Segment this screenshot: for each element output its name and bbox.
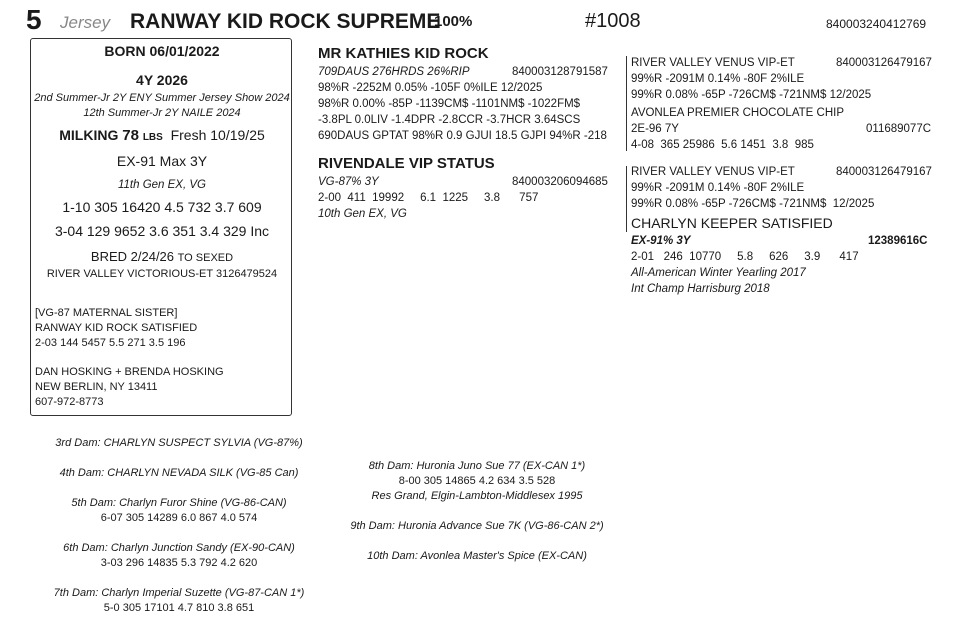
sire-sire-registration: 840003126479167	[836, 57, 932, 69]
dam-7th: 7th Dam: Charlyn Imperial Suzette (VG-87-CAN 1*)	[53, 587, 305, 599]
owner-name: DAN HOSKING + BRENDA HOSKING	[35, 366, 224, 378]
show-result-1: 2nd Summer-Jr 2Y ENY Summer Jersey Show 2024	[34, 92, 290, 104]
dam-3rd: 3rd Dam: CHARLYN SUSPECT SYLVIA (VG-87%)	[55, 437, 303, 449]
sire-connector	[626, 56, 627, 151]
dam-sire-line-1: 99%R -2091M 0.14% -80F 2%ILE	[631, 182, 805, 194]
sire-dam-record: 4-08 365 25986 5.6 1451 3.8 985	[631, 139, 814, 151]
sire-line-4: -3.8PL 0.0LIV -1.4DPR -2.8CCR -3.7HCR 3.64SCS	[318, 114, 581, 126]
dam-dam-name: CHARLYN KEEPER SATISFIED	[631, 215, 833, 231]
dam-dam-award-1: All-American Winter Yearling 2017	[631, 267, 806, 279]
dam-connector	[626, 166, 627, 232]
registration-number: 840003240412769	[826, 17, 927, 31]
dam-8th: 8th Dam: Huronia Juno Sue 77 (EX-CAN 1*)	[368, 460, 586, 472]
milking-unit: LBS	[142, 132, 163, 143]
dam-name: RIVENDALE VIP STATUS	[318, 155, 495, 172]
dam-generation: 10th Gen EX, VG	[318, 208, 407, 220]
milking-line	[31, 127, 293, 146]
bred-line	[31, 249, 293, 266]
born-date: BORN 06/01/2022	[104, 43, 220, 59]
dam-sire-name: RIVER VALLEY VENUS VIP-ET	[631, 166, 795, 178]
sire-registration: 840003128791587	[512, 66, 608, 78]
dam-5th-record: 6-07 305 14289 6.0 867 4.0 574	[100, 512, 258, 524]
dam-classification: VG-87% 3Y	[318, 176, 379, 188]
milking-label: MILKING	[59, 127, 119, 143]
dam-9th: 9th Dam: Huronia Advance Sue 7K (VG-86-CAN 2*)	[350, 520, 604, 532]
owner-address: NEW BERLIN, NY 13411	[35, 381, 158, 393]
percent-label: 100%	[434, 13, 473, 30]
dam-8th-record: 8-00 305 14865 4.2 634 3.5 528	[398, 475, 556, 487]
sire-line-1: 709DAUS 276HRDS 26%RIP	[318, 66, 470, 78]
record-line-2: 3-04 129 9652 3.6 351 3.4 329 Inc	[54, 223, 270, 239]
dam-dam-classification: EX-91% 3Y	[631, 235, 691, 247]
dam-registration: 840003206094685	[512, 176, 608, 188]
generation-line: 11th Gen EX, VG	[117, 179, 206, 191]
dam-6th: 6th Dam: Charlyn Junction Sandy (EX-90-CAN)	[63, 542, 295, 554]
dam-7th-record: 5-0 305 17101 4.7 810 3.8 651	[103, 602, 255, 614]
sire-dam-name: AVONLEA PREMIER CHOCOLATE CHIP	[631, 107, 845, 119]
dam-5th: 5th Dam: Charlyn Furor Shine (VG-86-CAN)	[71, 497, 287, 509]
animal-info-box	[30, 38, 292, 416]
record-line-1: 1-10 305 16420 4.5 732 3.7 609	[62, 199, 262, 215]
sister-name: RANWAY KID ROCK SATISFIED	[35, 322, 198, 334]
dam-dam-award-2: Int Champ Harrisburg 2018	[631, 283, 770, 295]
sire-dam-classification: 2E-96 7Y	[631, 123, 679, 135]
dam-sire-line-2: 99%R 0.08% -65P -726CM$ -721NM$ 12/2025	[631, 198, 875, 210]
animal-name: RANWAY KID ROCK SUPREME	[130, 10, 441, 33]
sire-name: MR KATHIES KID ROCK	[318, 45, 489, 62]
dam-sire-registration: 840003126479167	[836, 166, 932, 178]
dam-dam-registration: 12389616C	[868, 235, 928, 247]
owner-phone: 607-972-8773	[35, 396, 104, 408]
sire-line-5: 690DAUS GPTAT 98%R 0.9 GJUI 18.5 GJPI 94%R -218	[318, 130, 607, 142]
bred-suffix: TO SEXED	[177, 252, 234, 264]
lot-number: 5	[26, 4, 42, 35]
dam-4th: 4th Dam: CHARLYN NEVADA SILK (VG-85 Can)	[59, 467, 299, 479]
sire-sire-name: RIVER VALLEY VENUS VIP-ET	[631, 57, 795, 69]
catalog-id: #1008	[585, 10, 641, 32]
bred-date: BRED 2/24/26	[90, 249, 175, 264]
dam-8th-award: Res Grand, Elgin-Lambton-Middlesex 1995	[371, 490, 583, 502]
sire-line-3: 98%R 0.00% -85P -1139CM$ -1101NM$ -1022FM$	[318, 98, 581, 110]
sire-dam-registration: 011689077C	[866, 123, 932, 135]
fresh-date: Fresh 10/19/25	[170, 127, 265, 143]
sire-sire-line-1: 99%R -2091M 0.14% -80F 2%ILE	[631, 73, 805, 85]
dam-10th: 10th Dam: Avonlea Master's Spice (EX-CAN)	[367, 550, 587, 562]
dam-6th-record: 3-03 296 14835 5.3 792 4.2 620	[100, 557, 258, 569]
dam-record: 2-00 411 19992 6.1 1225 3.8 757	[318, 192, 539, 204]
sire-line-2: 98%R -2252M 0.05% -105F 0%ILE 12/2025	[318, 82, 543, 94]
sister-heading: [VG-87 MATERNAL SISTER]	[35, 307, 178, 319]
bred-sire: RIVER VALLEY VICTORIOUS-ET 3126479524	[46, 268, 278, 280]
dam-dam-record: 2-01 246 10770 5.8 626 3.9 417	[631, 251, 859, 263]
sire-sire-line-2: 99%R 0.08% -65P -726CM$ -721NM$ 12/2025	[631, 89, 872, 101]
milking-value: 78	[122, 127, 139, 144]
sister-record: 2-03 144 5457 5.5 271 3.5 196	[35, 337, 186, 349]
show-result-2: 12th Summer-Jr 2Y NAILE 2024	[83, 107, 241, 119]
age-year: 4Y 2026	[136, 72, 188, 88]
breed-label: Jersey	[60, 13, 111, 32]
classification: EX-91 Max 3Y	[116, 153, 208, 169]
